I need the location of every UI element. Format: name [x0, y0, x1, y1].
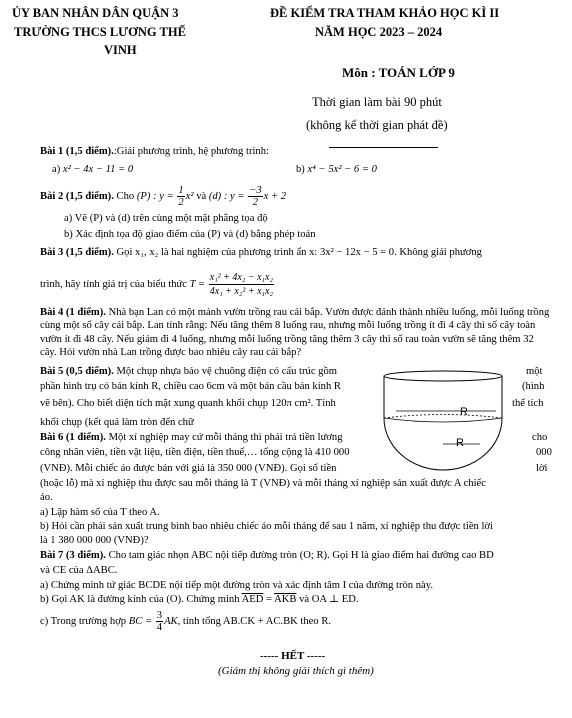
bai6-part-b-line1: b) Hỏi cần phải sản xuất trung bình bao nhiêu chiếc áo mỗi tháng để sau 1 năm, xí nghiệp thu được tiền lời [40, 521, 493, 532]
bell-cover-figure [376, 368, 510, 478]
cylinder-top-ellipse [384, 371, 502, 381]
bai7-line2: và CE của ΔABC. [40, 565, 118, 576]
bai5-line2-end: (hình [522, 381, 545, 392]
bai6-line3-end: lời [536, 463, 548, 474]
bai5-line4: khối chụp (kết quả làm tròn đến chữ [40, 417, 194, 428]
t-expression-fraction: $\frac{\text{x₁² + 4x₂ − x₁x₂}}{\text{4x₁ + x₂² + x₁x₂}}$ [209, 272, 273, 298]
bai7-part-a: a) Chứng minh tứ giác BCDE nội tiếp một đường tròn và xác định tâm I của đường tròn này. [40, 580, 434, 591]
end-marker: ----- HẾT ----- [260, 650, 326, 662]
bai2-part-a: a) Vẽ (P) và (d) trên cùng một mặt phẳng tọa độ [64, 213, 268, 224]
figure-label-radius-center: R [456, 437, 464, 449]
c-ratio-fraction: $\frac{3}{4}$ [156, 610, 163, 634]
school-name-line1: TRƯỜNG THCS LƯƠNG THẾ [14, 25, 186, 39]
header-divider [329, 147, 438, 148]
bai7-part-b: b) Gọi AK là đường kính của (O). Chứng minh $\overline{AED} = \overline{AKB}$ và OA ⊥ ED. [40, 594, 359, 605]
bai6-line3: (VNĐ). Mỗi chiếc áo được bán với giá là 350 000 (VNĐ). Gọi số tiền [40, 463, 337, 474]
bai7-part-c: c) Trong trường hợp BC = $\frac{3}{4}$ AK, tính tổng AB.CK + AC.BK theo R. [40, 610, 332, 634]
bai7-line1: Bài 7 (3 điểm). Cho tam giác nhọn ABC nội tiếp đường tròn (O; R). Gọi H là giao điểm hai đường cao BD [40, 550, 494, 561]
bai4-text: Bài 4 (1 điểm). Nhà bạn Lan có một mảnh vườn trồng rau cải bắp. Vườn được đánh thành nhiều luống, mỗi luống trồng cùng một số cây cải bắp. Lan tính rằng: Nếu tăng thêm 8 luống rau, nhưng mỗi luống trồng ít đi 4 cây thì số cây toàn vườn ít đi 48 cây. Nếu giảm đi 4 luống, nhưng mỗi luống trồng tăng thêm 3 cây thì số rau toàn vườn sẽ tăng thêm 32 cây. Hỏi vườn nhà Lan trồng được bao nhiêu cây rau cải bắp? [40, 307, 550, 359]
p-coefficient-fraction: $\frac{1}{2}$ [178, 185, 184, 209]
school-year: NĂM HỌC 2023 – 2024 [315, 25, 443, 39]
bai3-expression: trình, hãy tính giá trị của biểu thức T = $\frac{\text{x₁² + 4x₂ − x₁x₂}}{\text{4x₁ + x₂² + x₁x₂}}$ [40, 272, 273, 298]
bai5-line1-end: một [526, 366, 543, 377]
bai2-part-b: b) Xác định tọa độ giao điểm của (P) và (d) bằng phép toán [64, 229, 316, 240]
bai6-line5: áo. [40, 492, 53, 503]
cylinder-bottom-back [384, 415, 502, 419]
bai6-line4: (hoặc lỗ) mà xí nghiệp thu được sau mỗi tháng là T (VNĐ) và mỗi tháng xí nghiệp sản xuất được A chiếc [40, 478, 486, 489]
bai6-line1-end: cho [532, 432, 548, 443]
arc-akb: $\overline{AKB}$ [274, 594, 297, 605]
bai5-line1: Bài 5 (0,5 điểm). Một chụp nhựa bảo vệ chuông điện có cấu trúc gồm [40, 366, 338, 377]
school-name-line2: VINH [104, 43, 137, 57]
bai1-part-a: a) x² − 4x − 11 = 0 [52, 164, 134, 175]
subject: Môn : TOÁN LỚP 9 [342, 65, 455, 80]
bai5-line3: vẽ bên). Cho biết diện tích mặt xung quanh khối chụp 120π cm². Tính [40, 398, 336, 409]
exam-time: Thời gian làm bài 90 phút [312, 95, 442, 109]
bai3-heading: Bài 3 (1,5 điểm). Gọi x₁, x₂ là hai nghiệm của phương trình ẩn x: 3x² − 12x − 5 = 0. Không giải phương [40, 247, 482, 258]
bai5-line2: phần hình trụ có bán kính R, chiều cao 6cm và một bán cầu bán kính R [40, 381, 341, 392]
exam-time-note: (không kể thời gian phát đề) [306, 118, 448, 132]
bai6-line2-end: 000 [536, 447, 552, 458]
bai6-line1: Bài 6 (1 điểm). Một xí nghiệp may cứ mỗi tháng thì phải trả tiền lương [40, 432, 343, 443]
bai6-part-a: a) Lập hàm số của T theo A. [40, 507, 160, 518]
bai1-heading: Bài 1 (1,5 điểm).:Giải phương trình, hệ phương trình: [40, 146, 269, 157]
bai2-heading: Bài 2 (1,5 điểm). Cho (P) : y = $\frac{1}{2}$ x² và (d) : y = $\frac{-3}{2}$ x + 2 [40, 185, 287, 209]
cylinder-bottom-front [384, 418, 502, 422]
bai6-part-b-line2: là 1 380 000 000 (VNĐ)? [40, 535, 149, 546]
figure-label-radius-top: R [460, 406, 468, 418]
department-name: ỦY BAN NHÂN DÂN QUẬN 3 [12, 6, 179, 20]
proctor-note: (Giám thị không giải thích gì thêm) [218, 665, 374, 677]
bai1-part-b: b) x⁴ − 5x² − 6 = 0 [296, 164, 377, 175]
bai6-line2: công nhân viên, tiền vật liệu, tiền điện, tiền thuế,… tổng cộng là 410 000 [40, 447, 350, 458]
arc-aed: $\overline{AED}$ [241, 594, 264, 605]
bai5-line3-end: thể tích [512, 398, 544, 409]
d-coefficient-fraction: $\frac{-3}{2}$ [249, 185, 262, 209]
exam-title: ĐỀ KIỂM TRA THAM KHẢO HỌC KÌ II [270, 6, 500, 20]
